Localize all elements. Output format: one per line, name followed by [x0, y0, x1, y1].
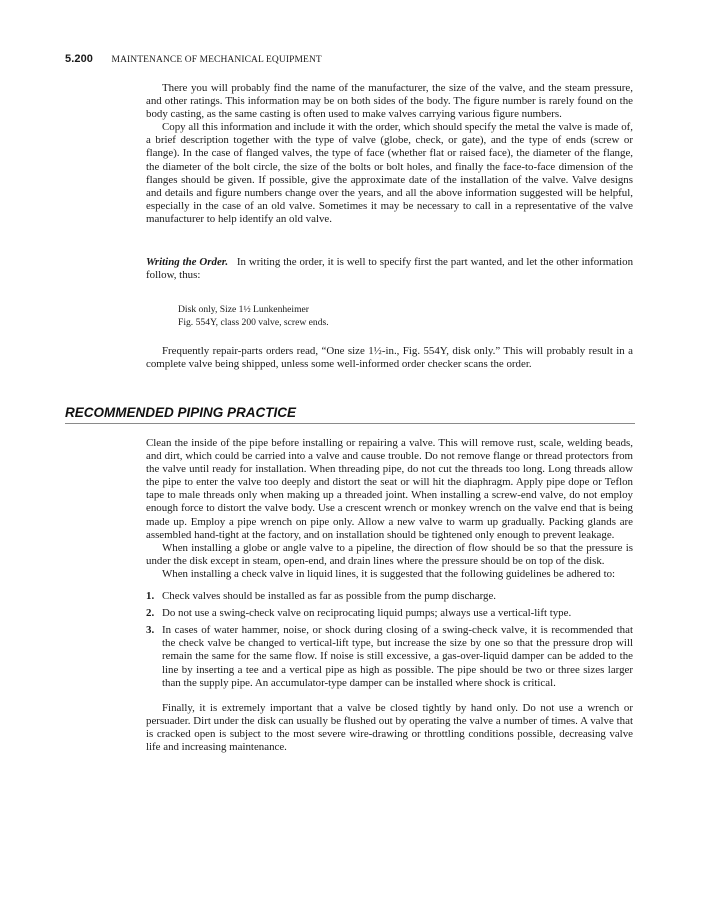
- writing-order-paragraph: [146, 256, 633, 282]
- intro-paragraph: There you will probably find the name of the manufacturer, the size of the valve, and the steam pressure, and other ratings. This information may be on both sides of the body. The figure number is rarely found on the body casting, as the same casting is often used to make valves carrying various figure numbers.: [146, 82, 633, 121]
- list-item-number: 3.: [146, 624, 155, 637]
- piping-paragraph: When installing a globe or angle valve to a pipeline, the direction of flow should be so that the pressure is under the disk except in steam, open-end, and drain lines where the pressure should be on top of the disk.: [146, 541, 633, 567]
- order-example: [178, 303, 329, 329]
- list-item-number: 1.: [146, 590, 155, 603]
- piping-text-block: [146, 437, 633, 754]
- order-example-line: Fig. 554Y, class 200 valve, screw ends.: [178, 317, 329, 328]
- intro-paragraph: Copy all this information and include it with the order, which should specify the metal the valve is made of, a brief description together with the type of valve (globe, check, or gate), and the type of ends (screw or flange). In the case of flanged valves, the type of face (whether flat or raised face), the diameter of the flange, the diameter of the bolt circle, the size of the bolts or bolt holes, and finally the face-to-face dimension of the flanges should be given. If possible, give the approximate date of the installation of the valve. Valve designs and details and figure numbers change over the years, and all the above information suggested will be helpful, especially in the case of an old valve. Sometimes it may be necessary to call in a representative of the valve manufacturer to help identify an old valve.: [146, 121, 633, 225]
- list-item: [146, 607, 633, 620]
- list-item: [146, 590, 633, 603]
- piping-paragraph: When installing a check valve in liquid lines, it is suggested that the following guidelines be adhered to:: [162, 567, 616, 580]
- guidelines-list: [146, 590, 633, 690]
- followup-paragraph: Frequently repair-parts orders read, “One size 1½-in., Fig. 554Y, disk only.” This will probably result in a complete valve being shipped, unless some well-informed order checker scans the order.: [146, 345, 633, 371]
- list-item-text: Check valves should be installed as far as possible from the pump discharge.: [162, 590, 497, 603]
- order-example-line: Disk only, Size 1½ Lunkenheimer: [178, 304, 310, 315]
- writing-order-block: [146, 256, 633, 282]
- running-head: [65, 53, 322, 65]
- intro-text-block: [146, 82, 633, 226]
- running-title: MAINTENANCE OF MECHANICAL EQUIPMENT: [111, 55, 322, 65]
- closing-paragraph: Finally, it is extremely important that a valve be closed tightly by hand only. Do not use a wrench or persuader. Dirt under the disk can usually be flushed out by operating the valve a number of times. A valve that is cracked open is subject to the most severe wire-drawing or throttling conditions possible, decreasing valve life and increasing maintenance.: [146, 701, 633, 753]
- run-in-heading: Writing the Order.: [146, 256, 229, 268]
- list-item-text: In cases of water hammer, noise, or shock during closing of a swing-check valve, it is recommended that the check valve be changed to vertical-lift type, but increase the size by one so that the pressure drop will remain the same for the same flow. If noise is still excessive, a gas-over-liquid damper can be added to the line by inserting a tee and a vertical pipe as high as possible. The pipe should be two or three sizes larger than the supply pipe. An accumulator-type damper can be installed where shock is critical.: [162, 624, 633, 689]
- piping-paragraph: Clean the inside of the pipe before installing or repairing a valve. This will remove rust, scale, welding beads, and dirt, which could be carried into a valve and cause trouble. Do not remove flange or thread protectors from the valve until ready for installation. When threading pipe, do not cut the threads too long. Long threads allow the pipe to enter the valve too deeply and distort the seat or will hit the diaphragm. Apply pipe dope or Teflon tape to male threads only when making up a threaded joint. When installing a screw-end valve, do not employ enough force to distort the valve body. Use a crescent wrench or monkey wrench on the valve end that is being made up. Employ a pipe wrench on pipe only. Allow a new valve to warm up gradually. Packing glands are assembled hand-tight at the factory, and on installation should be tightened only enough to prevent leakage.: [146, 437, 633, 541]
- followup-block: [146, 345, 633, 371]
- page-number: 5.200: [65, 53, 94, 65]
- section-heading: RECOMMENDED PIPING PRACTICE: [65, 405, 297, 420]
- writing-order-text: In writing the order, it is well to specify first the part wanted, and let the other information follow, thus:: [146, 256, 634, 282]
- list-item-number: 2.: [146, 607, 155, 620]
- section-rule: [65, 423, 635, 424]
- list-item: [146, 624, 633, 689]
- list-item-text: Do not use a swing-check valve on reciprocating liquid pumps; always use a vertical-lift type.: [162, 607, 572, 620]
